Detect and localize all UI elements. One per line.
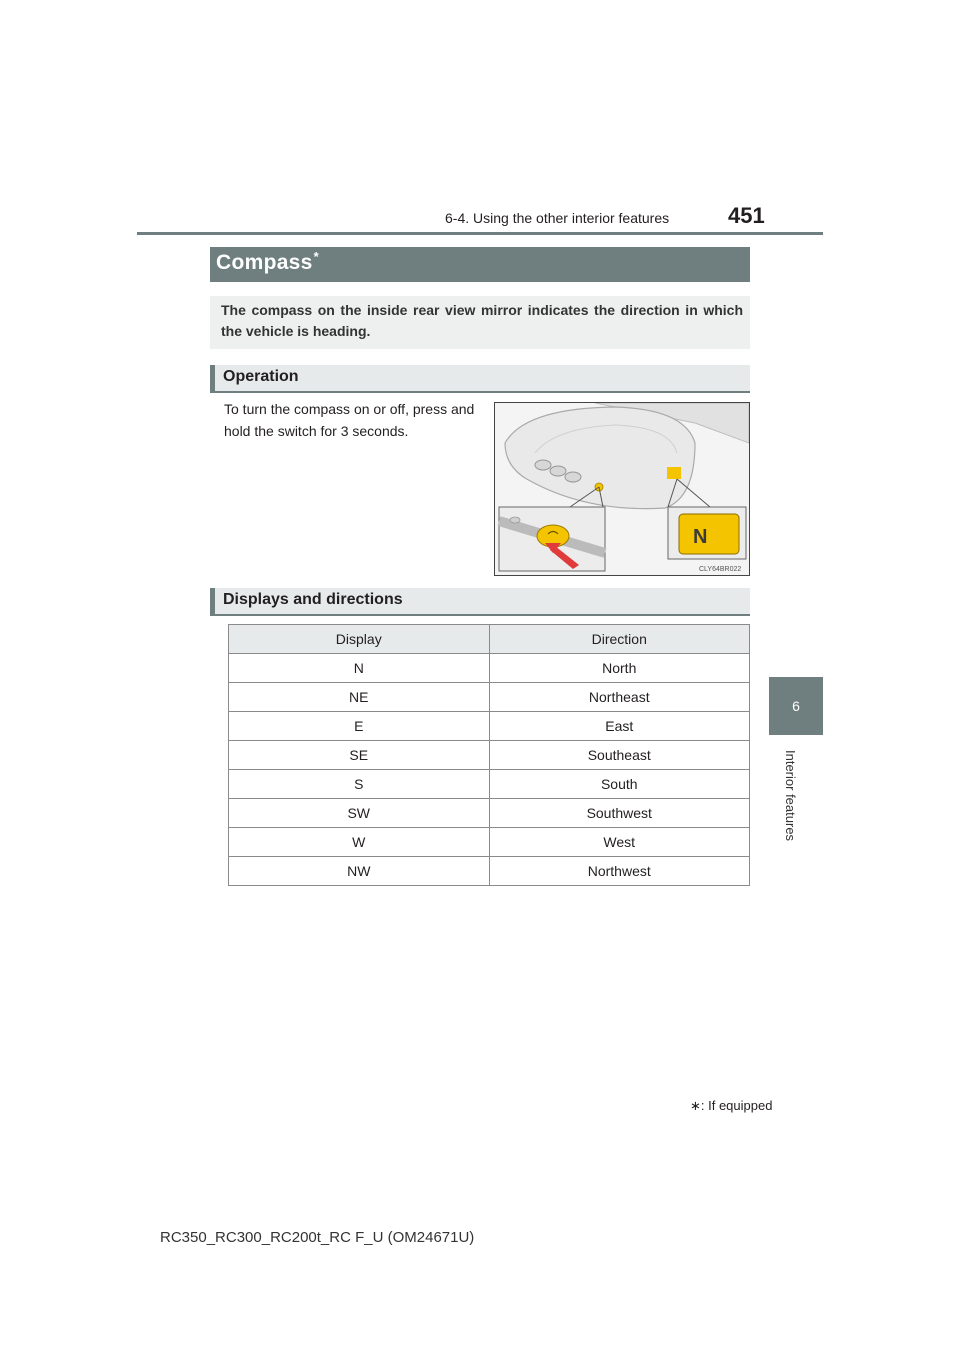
direction-cell: North <box>489 654 750 683</box>
table-row <box>229 828 750 857</box>
chapter-number: 6 <box>792 698 800 714</box>
column-header-display: Display <box>229 625 490 654</box>
table-row <box>229 857 750 886</box>
page-number: 451 <box>728 203 765 228</box>
direction-cell: Northeast <box>489 683 750 712</box>
mirror-illustration <box>494 402 750 576</box>
displays-heading: Displays and directions <box>223 591 403 608</box>
table-row <box>229 683 750 712</box>
display-cell: N <box>229 654 490 683</box>
footnote-if-equipped: ∗: If equipped <box>690 1098 773 1113</box>
table-row <box>229 712 750 741</box>
display-cell: NE <box>229 683 490 712</box>
table-row <box>229 770 750 799</box>
if-equipped-marker: * <box>313 249 319 264</box>
operation-heading: Operation <box>223 368 299 385</box>
table-row <box>229 741 750 770</box>
display-cell: SW <box>229 799 490 828</box>
intro-box <box>210 296 750 349</box>
chapter-label: Interior features <box>783 750 798 842</box>
table-row <box>229 654 750 683</box>
header-section-title: 6-4. Using the other interior features <box>445 210 670 226</box>
display-cell: NW <box>229 857 490 886</box>
table-row <box>229 799 750 828</box>
direction-cell: West <box>489 828 750 857</box>
page-title-bar <box>210 247 750 282</box>
page-title-text: Compass <box>216 251 313 274</box>
display-cell: E <box>229 712 490 741</box>
direction-cell: South <box>489 770 750 799</box>
mirror-illustration-svg <box>495 403 749 575</box>
page-title <box>216 251 319 275</box>
document-code: RC350_RC300_RC200t_RC F_U (OM24671U) <box>160 1229 475 1246</box>
operation-heading-bar <box>210 365 750 393</box>
operation-text: To turn the compass on or off, press and hold the switch for 3 seconds. <box>224 401 475 439</box>
direction-cell: Southwest <box>489 799 750 828</box>
header-divider <box>137 232 823 235</box>
display-letter: N <box>693 526 708 548</box>
directions-table <box>228 624 750 886</box>
column-header-direction: Direction <box>489 625 750 654</box>
display-cell: SE <box>229 741 490 770</box>
display-cell: S <box>229 770 490 799</box>
displays-heading-bar <box>210 588 750 616</box>
display-cell: W <box>229 828 490 857</box>
chapter-tab <box>769 677 823 735</box>
intro-text: The compass on the inside rear view mirror indicates the direction in which the vehicle is heading. <box>221 302 743 339</box>
direction-cell: East <box>489 712 750 741</box>
table-header-row <box>229 625 750 654</box>
figure-code: CLY64BR022 <box>699 566 742 573</box>
direction-cell: Southeast <box>489 741 750 770</box>
direction-cell: Northwest <box>489 857 750 886</box>
